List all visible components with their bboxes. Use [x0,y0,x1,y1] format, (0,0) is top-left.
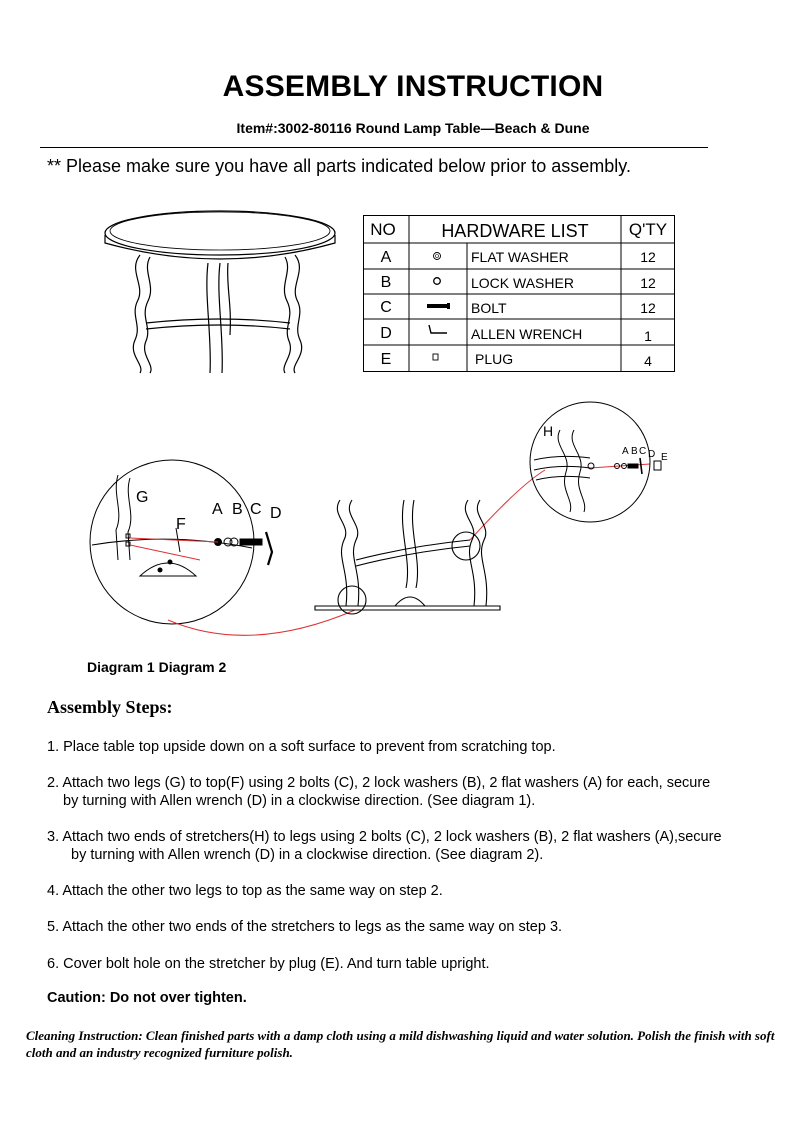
step-line: 6. Cover bolt hole on the stretcher by plug (E). And turn table upright. [47,956,490,972]
step-item [47,882,792,900]
step-continuation: by turning with Allen wrench (D) in a clockwise direction. (See diagram 2). [71,847,544,863]
diagram-caption: Diagram 1 Diagram 2 [87,659,227,675]
step-item [47,738,792,756]
row-name: ALLEN WRENCH [471,326,583,342]
row-name: BOLT [471,300,507,316]
row-no: C [380,299,392,316]
cleaning-instruction: Cleaning Instruction: Clean finished parts with a damp cloth using a mild dishwashing liquid and water solution. Polish the finish with soft cloth and an industry recognized furniture polish. [26,1028,775,1060]
label-b2: B [631,446,638,457]
table-row [380,299,656,316]
table-row [381,249,656,266]
row-no: E [380,351,392,368]
step-item [47,918,792,936]
row-qty: 12 [640,275,656,291]
label-a: A [212,501,223,518]
label-c2: C [639,446,647,457]
label-d2: D [648,449,656,460]
row-qty: 1 [644,328,652,344]
plug-icon [433,354,438,360]
parts-note: ** Please make sure you have all parts indicated below prior to assembly. [47,156,631,176]
page-title: ASSEMBLY INSTRUCTION [222,70,604,103]
step-line: 1. Place table top upside down on a soft surface to prevent from scratching top. [47,739,556,755]
label-h: H [543,423,554,439]
row-name: LOCK WASHER [471,275,574,291]
table-row [380,325,652,344]
col-header-qty: Q'TY [628,220,668,239]
row-qty: 12 [640,300,656,316]
item-subtitle: Item#:3002-80116 Round Lamp Table—Beach & Dune [236,120,590,136]
label-d: D [270,505,282,522]
step-line: 5. Attach the other two ends of the stretchers to legs as the same way on step 3. [47,919,563,935]
hardware-table [363,215,675,372]
caution-note: Caution: Do not over tighten. [47,990,247,1006]
table-row [381,274,656,291]
lock-washer-icon [434,278,441,285]
label-b: B [232,501,243,518]
step-line: 2. Attach two legs (G) to top(F) using 2 bolts (C), 2 lock washers (B), 2 flat washers (A) for each, secure [47,775,711,791]
label-a2: A [622,446,629,457]
table-illustration [100,205,345,380]
row-name: PLUG [475,351,514,367]
row-qty: 12 [640,249,656,265]
diagram-2-detail [530,402,661,522]
step-item [47,828,792,864]
allen-wrench-icon [429,325,447,333]
table-row [381,351,652,369]
step-continuation: by turning with Allen wrench (D) in a clockwise direction. (See diagram 1). [63,793,536,809]
diagram-2-table [315,500,500,614]
table-top-ellipse [105,211,335,255]
row-no: A [380,249,392,266]
label-f: F [176,516,186,533]
row-name: FLAT WASHER [471,249,569,265]
col-header-hardware: HARDWARE LIST [441,221,589,241]
col-header-no: NO [370,220,396,239]
label-e2: E [661,452,668,463]
row-no: B [380,274,392,291]
step-line: 4. Attach the other two legs to top as the same way on step 2. [47,883,443,899]
flat-washer-icon [434,253,441,260]
row-no: D [380,325,392,342]
step-line: 3. Attach two ends of stretchers(H) to legs using 2 bolts (C), 2 lock washers (B), 2 flat washers (A),secure [47,829,722,845]
step-item [47,774,792,810]
diagram-1-detail [90,460,272,624]
bolt-icon [427,303,450,309]
step-item [47,955,792,973]
assembly-diagrams [0,400,802,665]
header-divider [40,147,708,148]
label-c: C [250,501,262,518]
label-g: G [136,489,149,506]
row-qty: 4 [644,353,652,369]
steps-heading: Assembly Steps: [47,697,173,717]
